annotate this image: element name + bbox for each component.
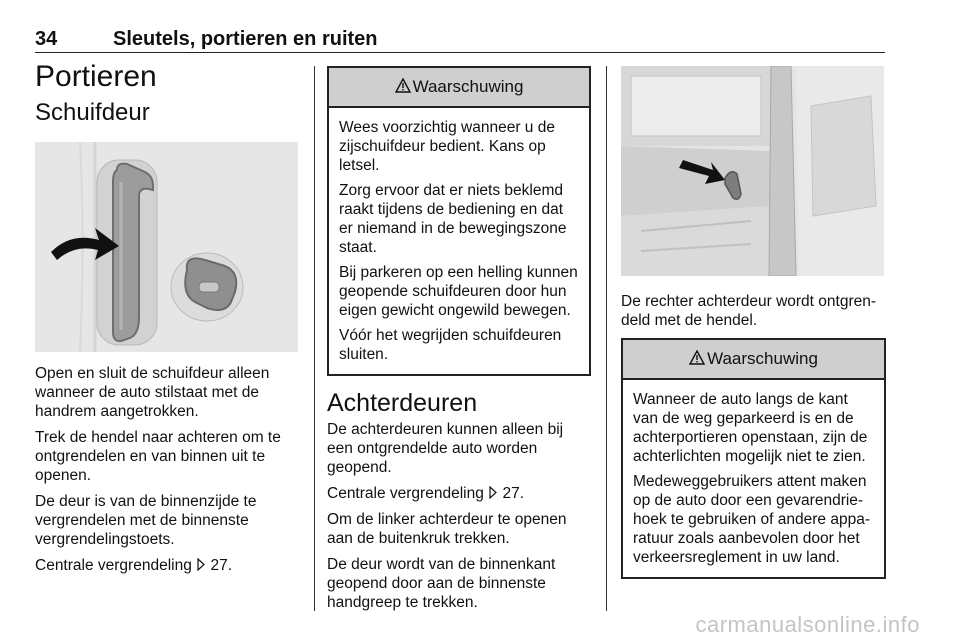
rear-door-lever-illustration [621,66,884,276]
paragraph: Open en sluit de schuifdeur alleen wanneer de auto stilstaat met de handrem aangetrokken. [35,365,270,420]
warning-paragraph: Wanneer de auto langs de kant van de weg geparkeerd is en de achterportieren openstaan, zijn de achterlichten mogelijk niet te zien. [633,391,868,465]
page-number: 34 [35,28,58,50]
section-title-achterdeuren: Achterdeuren [327,389,478,417]
cross-reference [35,556,300,575]
warning-paragraph: Vóór het wegrijden schuifdeuren sluiten. [339,327,562,363]
paragraph: Trek de hendel naar achteren om te ontgrendelen en van binnen uit te openen. [35,429,281,484]
paragraph: De achterdeuren kunnen alleen bij een ontgrendelde auto worden geopend. [327,421,564,476]
caption-line: deld met de hendel. [621,312,758,329]
paragraph: De deur is van de binnenzijde te vergrendelen met de binnenste vergrendelingstoets. [35,493,257,548]
sliding-door-handle-illustration [35,142,298,352]
paragraph: Om de linker achterdeur te openen aan de buitenkruk trekken. [327,511,567,547]
cross-reference [327,484,591,503]
warning-paragraph: Zorg ervoor dat er niets beklemd raakt tijdens de bediening en dat er niemand in de bewegingszone staat. [339,182,567,256]
page-header [35,26,885,53]
warning-header [329,68,589,108]
warning-title: Waarschuwing [412,77,524,96]
warning-paragraph: Bij parkeren op een helling kunnen geopende schuifdeuren door hun eigen gewicht ongewild bewegen. [339,264,578,319]
middle-column [327,66,591,619]
warning-paragraph: Medeweggebruikers attent maken op de auto door een gevarendrie-hoek te gebruiken of andere appa-ratuur zoals aanbevolen door het verkeersreglement in uw land. [633,473,870,566]
column-divider-left [314,66,315,611]
page-reference-icon [488,486,498,499]
section-title-portieren: Portieren [35,60,157,93]
warning-triangle-icon [689,350,705,365]
xref-text: Centrale vergrendeling [327,485,484,502]
warning-body [329,108,589,374]
warning-body [623,380,884,577]
xref-text: Centrale vergrendeling [35,557,192,574]
chapter-title: Sleutels, portieren en ruiten [113,28,378,50]
caption-line: De rechter achterdeur wordt ontgren- [621,293,877,310]
warning-paragraph: Wees voorzichtig wanneer u de zijschuifdeur bedient. Kans op letsel. [339,119,555,174]
left-column [35,60,300,582]
warning-title: Waarschuwing [707,349,818,368]
subsection-title-schuifdeur: Schuifdeur [35,99,150,126]
warning-box-rear-doors [621,338,886,579]
xref-page[interactable]: 27. [210,557,233,574]
watermark: carmanualsonline.info [695,612,920,637]
column-divider-right [606,66,607,611]
warning-box-sliding-door [327,66,591,376]
paragraph: De deur wordt van de binnenkant geopend door aan de binnenste handgreep te trekken. [327,556,556,611]
page-reference-icon [196,558,206,571]
xref-page[interactable]: 27. [502,485,525,502]
warning-header [623,340,884,380]
warning-triangle-icon [395,78,411,93]
sliding-door-handle-drawing [35,142,298,352]
right-column [621,66,886,579]
rear-door-lever-drawing [621,66,884,276]
